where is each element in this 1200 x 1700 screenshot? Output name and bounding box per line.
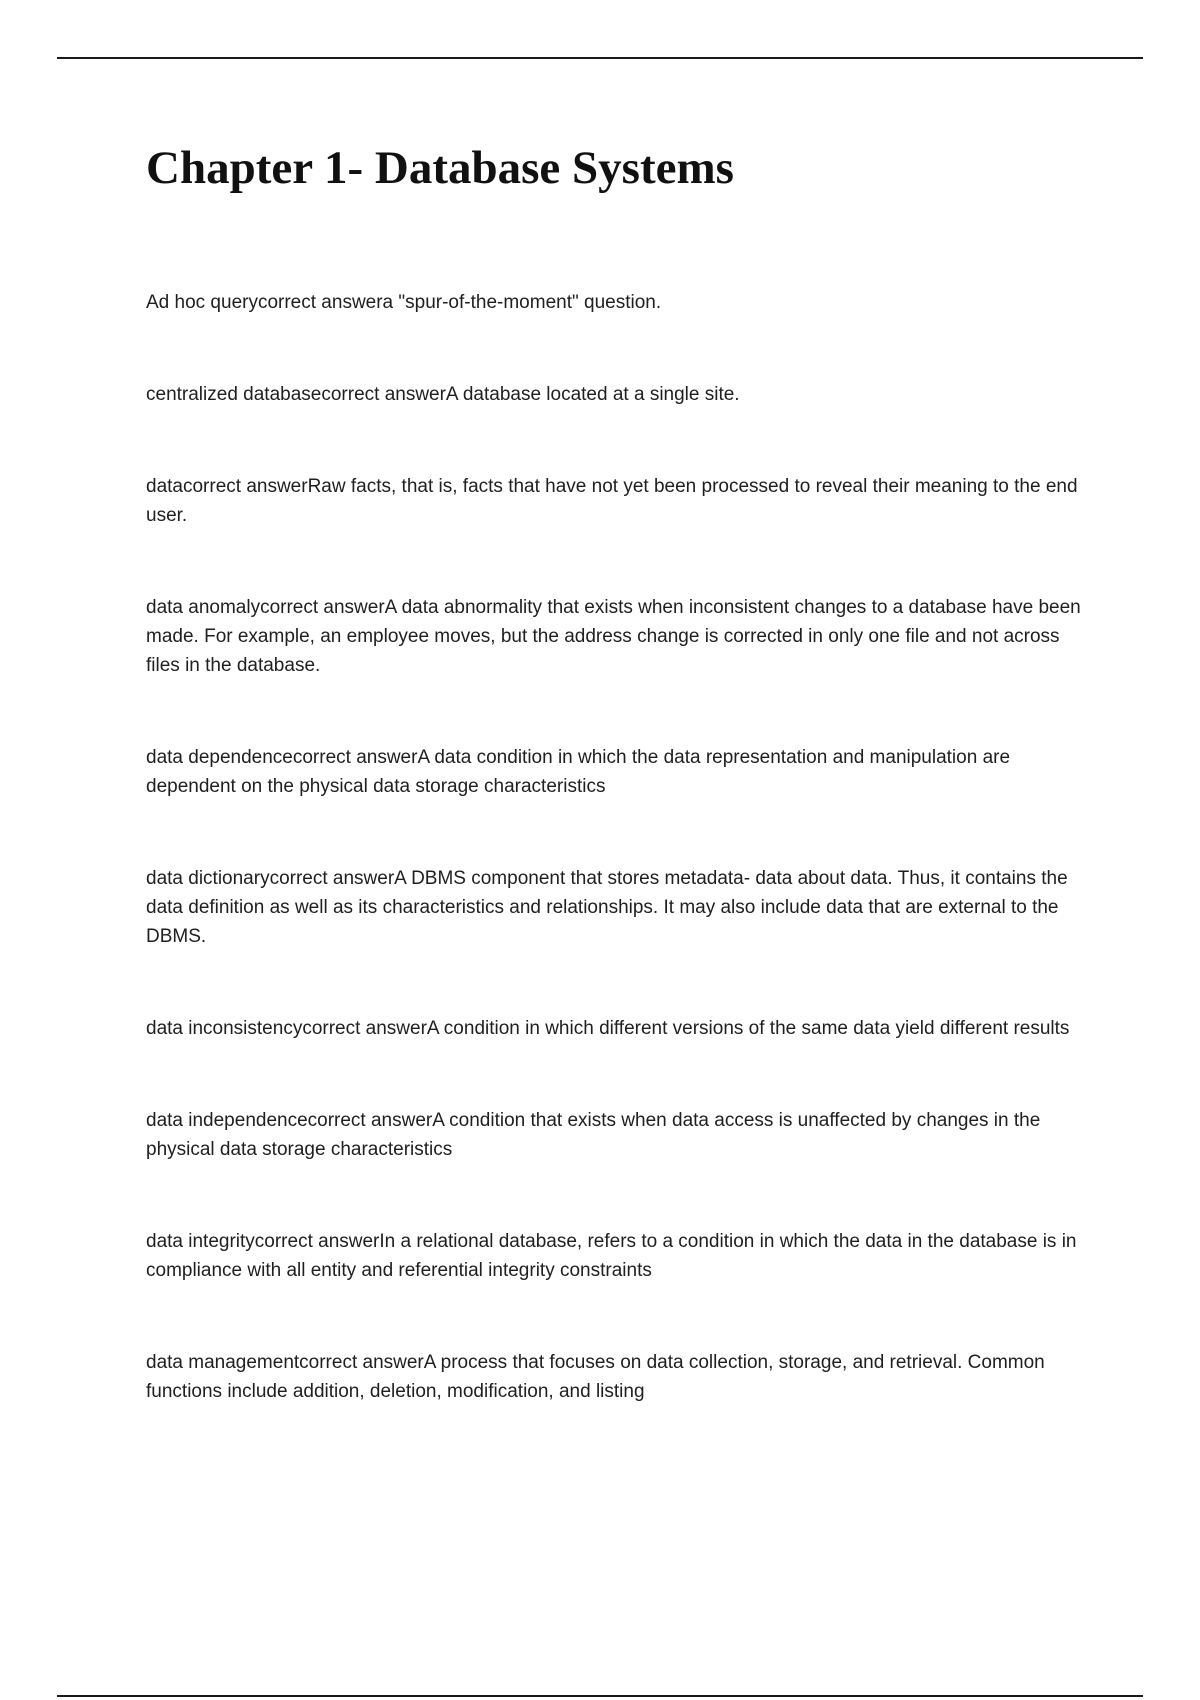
entry-data-integrity: data integritycorrect answerIn a relational database, refers to a condition in which the data in the database is in compliance with all entity and referential integrity constraints [146,1231,1077,1281]
entry-ad-hoc-query: Ad hoc querycorrect answera "spur-of-the-moment" question. [146,292,662,313]
entry-data-dependence: data dependencecorrect answerA data condition in which the data representation and manipulation are dependent on the physical data storage characteristics [146,747,1011,797]
top-rule [57,57,1143,59]
entry-data: datacorrect answerRaw facts, that is, facts that have not yet been processed to reveal their meaning to the end user. [146,476,1078,526]
entry-data-dictionary: data dictionarycorrect answerA DBMS component that stores metadata- data about data. Thus, it contains the data definition as well as its characteristics and relationships. It may also include data that are external to the DBMS. [146,868,1068,947]
entry-centralized-database: centralized databasecorrect answerA database located at a single site. [146,384,740,405]
entry-data-inconsistency: data inconsistencycorrect answerA condition in which different versions of the same data yield different results [146,1018,1070,1039]
bottom-rule [57,1695,1143,1697]
entry-data-independence: data independencecorrect answerA condition that exists when data access is unaffected by changes in the physical data storage characteristics [146,1110,1041,1160]
page-title: Chapter 1- Database Systems [146,142,734,194]
entry-data-management: data managementcorrect answerA process that focuses on data collection, storage, and retrieval. Common functions include addition, deletion, modification, and listing [146,1352,1045,1402]
entry-list [146,288,1086,1469]
entry-data-anomaly: data anomalycorrect answerA data abnormality that exists when inconsistent changes to a database have been made. For example, an employee moves, but the address change is corrected in only one file and not across files in the database. [146,597,1081,676]
